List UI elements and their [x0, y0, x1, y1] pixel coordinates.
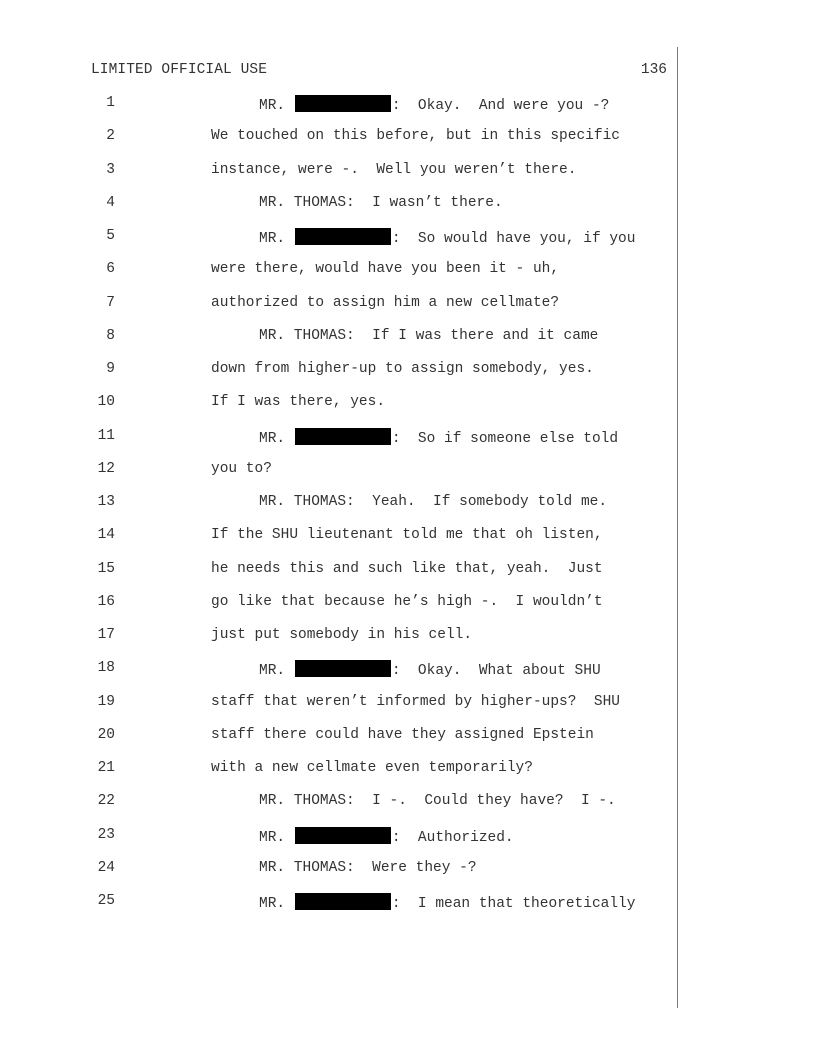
transcript-line — [0, 162, 680, 184]
transcript-line — [0, 261, 680, 283]
line-text — [211, 361, 594, 377]
line-text-segment: with a new cellmate even temporarily? — [211, 760, 533, 776]
line-text-segment: : So would have you, if you — [391, 231, 636, 247]
line-text-segment: authorized to assign him a new cellmate? — [211, 294, 560, 311]
line-text — [211, 527, 603, 543]
line-text-segment: MR. — [259, 98, 294, 114]
transcript-line — [0, 95, 680, 117]
line-text-segment: MR. — [259, 829, 294, 846]
transcript-line — [0, 295, 680, 317]
line-number: 25 — [97, 893, 115, 909]
line-text — [259, 494, 607, 510]
transcript-line — [0, 594, 680, 616]
redaction-box — [295, 827, 391, 844]
line-number: 6 — [106, 261, 115, 278]
line-number: 18 — [97, 660, 115, 677]
line-text — [259, 228, 635, 247]
line-text-segment: : Okay. And were you -? — [391, 98, 610, 114]
redaction-box — [295, 893, 391, 910]
line-number: 19 — [97, 693, 115, 710]
line-text-segment: : Okay. What about SHU — [391, 663, 601, 680]
line-text-segment: down from higher-up to assign somebody, yes. — [211, 361, 594, 377]
transcript-line — [0, 461, 680, 483]
transcript-line — [0, 760, 680, 782]
line-text-segment: go like that because he’s high -. I wouldn’t — [211, 593, 603, 610]
line-text — [259, 95, 609, 114]
line-text-segment: instance, were -. Well you weren’t there. — [211, 161, 577, 178]
line-number: 15 — [97, 560, 115, 577]
line-number: 17 — [97, 627, 115, 643]
line-text — [259, 428, 618, 447]
transcript-line — [0, 494, 680, 516]
line-number: 20 — [97, 726, 115, 743]
line-number: 2 — [106, 128, 115, 145]
line-number: 5 — [106, 228, 115, 244]
transcript-line — [0, 561, 680, 583]
line-text-segment: MR. THOMAS: I -. Could they have? I -. — [259, 793, 616, 810]
transcript-line — [0, 793, 680, 815]
line-text — [211, 261, 559, 277]
line-text-segment: staff that weren’t informed by higher-ups? SHU — [211, 693, 620, 710]
transcript-line — [0, 128, 680, 150]
line-text — [211, 128, 620, 144]
line-number: 16 — [97, 593, 115, 610]
line-text — [211, 760, 533, 776]
line-number: 14 — [97, 527, 115, 544]
transcript-line — [0, 627, 680, 649]
line-text-segment: just put somebody in his cell. — [211, 627, 473, 643]
line-text-segment: : I mean that theoretically — [391, 896, 636, 912]
line-text — [211, 594, 603, 610]
line-text-segment: MR. — [259, 231, 294, 247]
line-text-segment: : So if someone else told — [391, 430, 619, 447]
classification-header: LIMITED OFFICIAL USE — [91, 62, 268, 78]
line-text-segment: MR. THOMAS: I wasn’t there. — [259, 194, 503, 211]
line-text-segment: MR. — [259, 896, 294, 912]
line-number: 24 — [97, 859, 115, 876]
line-text — [259, 860, 477, 876]
line-text — [259, 793, 616, 809]
line-text-segment: were there, would have you been it - uh, — [211, 261, 560, 278]
line-text-segment: MR. THOMAS: Were they -? — [259, 859, 477, 876]
line-text-segment: We touched on this before, but in this specific — [211, 128, 620, 145]
line-text — [259, 827, 514, 846]
transcript-line — [0, 860, 680, 882]
line-text — [211, 394, 385, 410]
transcript-line — [0, 527, 680, 549]
line-number: 22 — [97, 793, 115, 810]
line-text-segment: you to? — [211, 460, 272, 477]
line-text — [211, 162, 576, 178]
line-number: 3 — [106, 161, 115, 178]
line-text — [259, 660, 601, 679]
line-text-segment: staff there could have they assigned Epstein — [211, 726, 594, 743]
redaction-box — [295, 660, 391, 677]
line-text — [211, 461, 272, 477]
line-number: 9 — [106, 361, 115, 377]
line-number: 4 — [106, 194, 115, 211]
line-number: 11 — [97, 427, 115, 444]
transcript-line — [0, 394, 680, 416]
line-number: 21 — [97, 760, 115, 776]
line-number: 1 — [106, 95, 115, 111]
line-text — [259, 893, 635, 912]
line-text-segment: MR. THOMAS: If I was there and it came — [259, 327, 599, 344]
redaction-box — [295, 428, 391, 445]
line-text — [211, 295, 559, 311]
line-text — [211, 694, 620, 710]
line-text-segment: If the SHU lieutenant told me that oh listen, — [211, 527, 603, 544]
line-number: 10 — [97, 394, 115, 411]
line-text-segment: he needs this and such like that, yeah. Just — [211, 560, 603, 577]
line-text-segment: MR. — [259, 430, 294, 447]
line-number: 8 — [106, 327, 115, 344]
line-number: 23 — [97, 826, 115, 843]
line-number: 12 — [97, 460, 115, 477]
line-number: 7 — [106, 294, 115, 311]
line-text — [211, 627, 472, 643]
transcript-line — [0, 328, 680, 350]
transcript-line — [0, 660, 680, 682]
line-text-segment: If I was there, yes. — [211, 394, 386, 411]
line-text-segment: MR. THOMAS: Yeah. If somebody told me. — [259, 494, 608, 510]
line-text-segment: : Authorized. — [391, 829, 514, 846]
transcript-line — [0, 228, 680, 250]
redaction-box — [295, 228, 391, 245]
line-text — [211, 727, 594, 743]
line-text-segment: MR. — [259, 663, 294, 680]
transcript-line — [0, 893, 680, 915]
line-text — [259, 195, 503, 211]
page-number: 136 — [640, 62, 667, 78]
transcript-line — [0, 727, 680, 749]
line-text — [211, 561, 603, 577]
transcript-line — [0, 195, 680, 217]
transcript-line — [0, 361, 680, 383]
transcript-line — [0, 694, 680, 716]
transcript-line — [0, 827, 680, 849]
line-number: 13 — [97, 494, 115, 510]
transcript-line — [0, 428, 680, 450]
redaction-box — [295, 95, 391, 112]
line-text — [259, 328, 598, 344]
